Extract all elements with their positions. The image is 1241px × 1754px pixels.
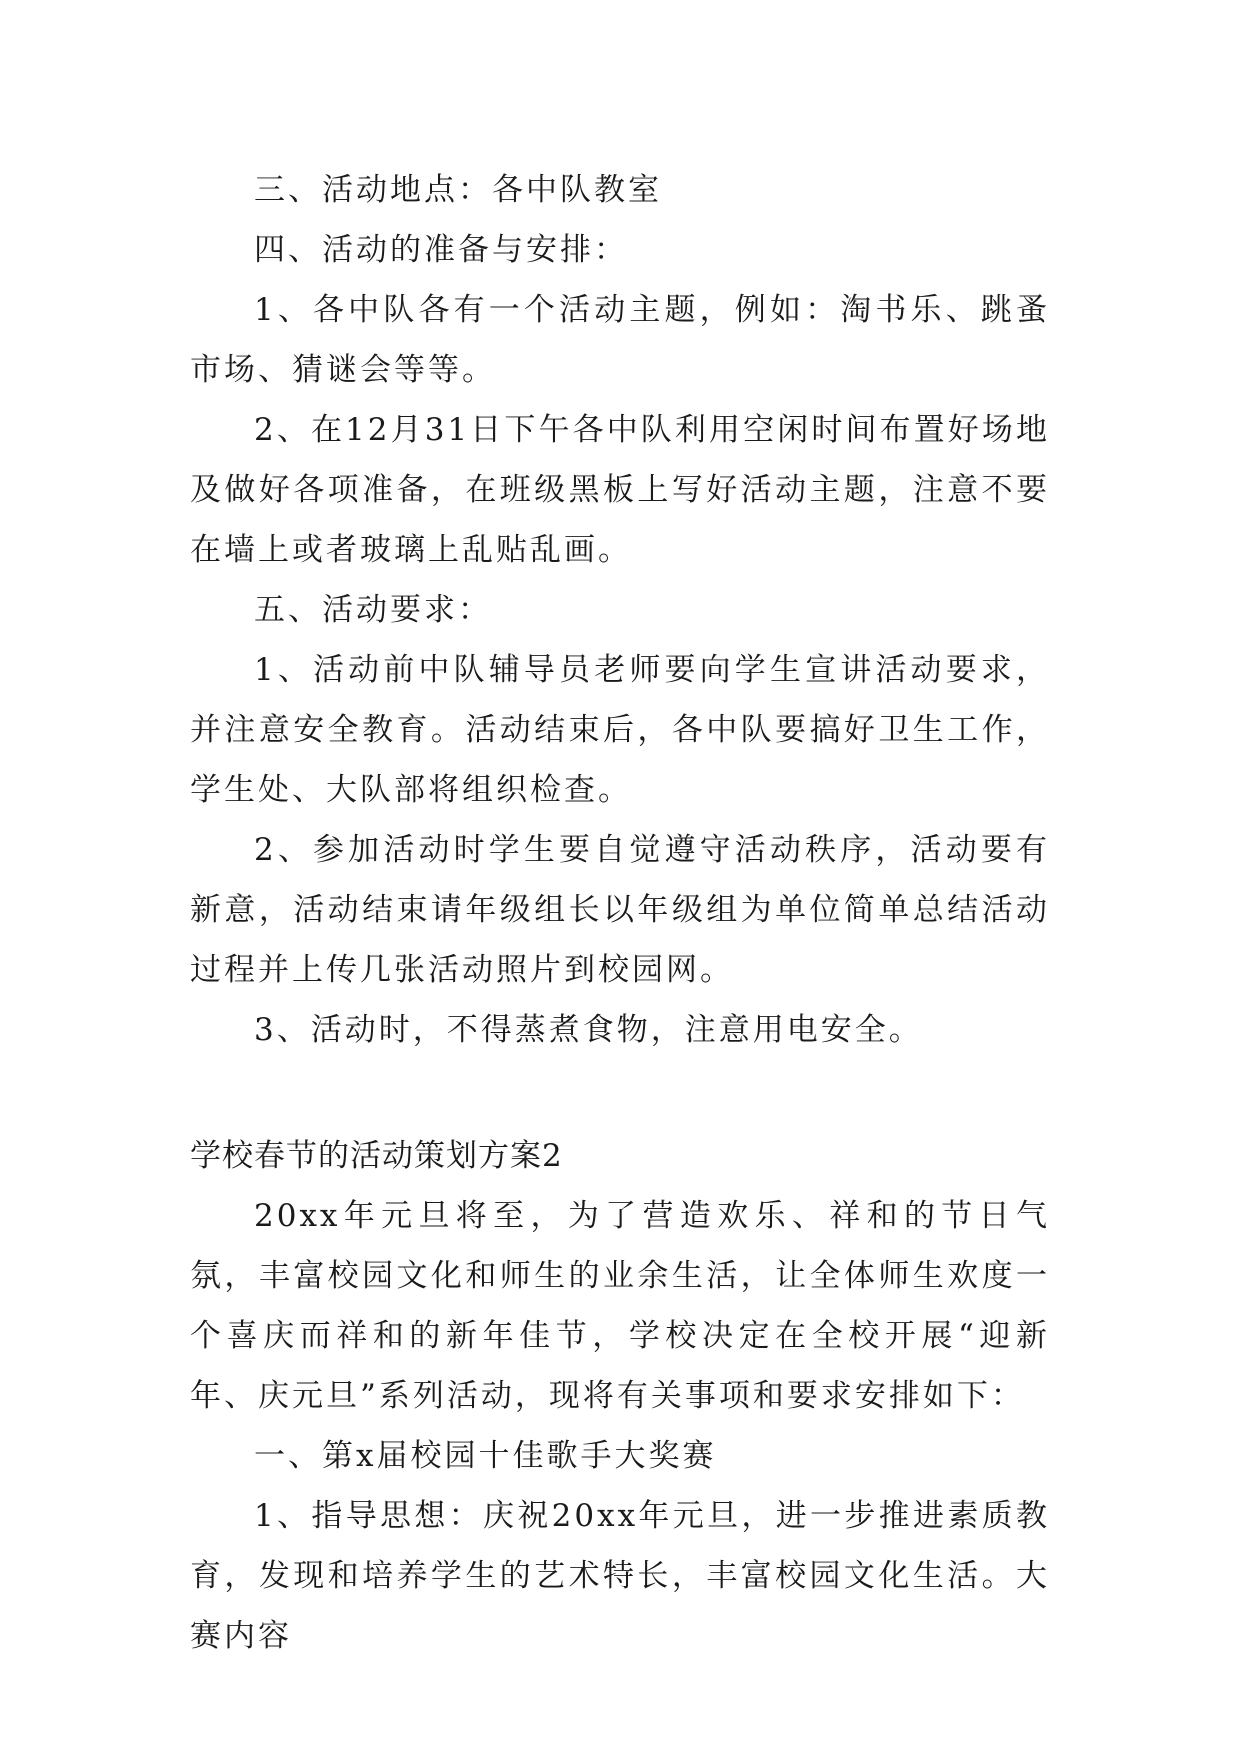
paragraph-preparation-heading: 四、活动的准备与安排： [254,232,628,268]
paragraph-requirements-heading: 五、活动要求： [254,592,492,628]
paragraph-requirement-item-2: 2、参加活动时学生要自觉遵守活动秩序，活动要有新意，活动结束请年级组长以年级组为单位简单总结活动过程并上传几张活动照片到校园网。 [190,832,1050,988]
paragraph-requirement-item-1: 1、活动前中队辅导员老师要向学生宣讲活动要求，并注意安全教育。活动结束后，各中队要搞好卫生工作，学生处、大队部将组织检查。 [190,652,1050,808]
paragraph-activity-location: 三、活动地点：各中队教室 [254,172,662,208]
paragraph-guiding-idea: 1、指导思想：庆祝20xx年元旦，进一步推进素质教育，发现和培养学生的艺术特长，丰富校园文化生活。大赛内容 [190,1498,1050,1654]
paragraph-contest-heading: 一、第x届校园十佳歌手大奖赛 [254,1438,717,1474]
document-body [190,160,1050,1666]
paragraph-requirement-item-3: 3、活动时，不得蒸煮食物，注意用电安全。 [254,1012,923,1048]
paragraph-intro: 20xx年元旦将至，为了营造欢乐、祥和的节日气氛，丰富校园文化和师生的业余生活，让全体师生欢度一个喜庆而祥和的新年佳节，学校决定在全校开展“迎新年、庆元旦”系列活动，现将有关事项和要求安排如下： [190,1198,1050,1414]
section-title: 学校春节的活动策划方案2 [190,1138,563,1174]
paragraph-preparation-item-1: 1、各中队各有一个活动主题，例如：淘书乐、跳蚤市场、猜谜会等等。 [190,292,1050,388]
paragraph-preparation-item-2: 2、在12月31日下午各中队利用空闲时间布置好场地及做好各项准备，在班级黑板上写好活动主题，注意不要在墙上或者玻璃上乱贴乱画。 [190,412,1050,568]
